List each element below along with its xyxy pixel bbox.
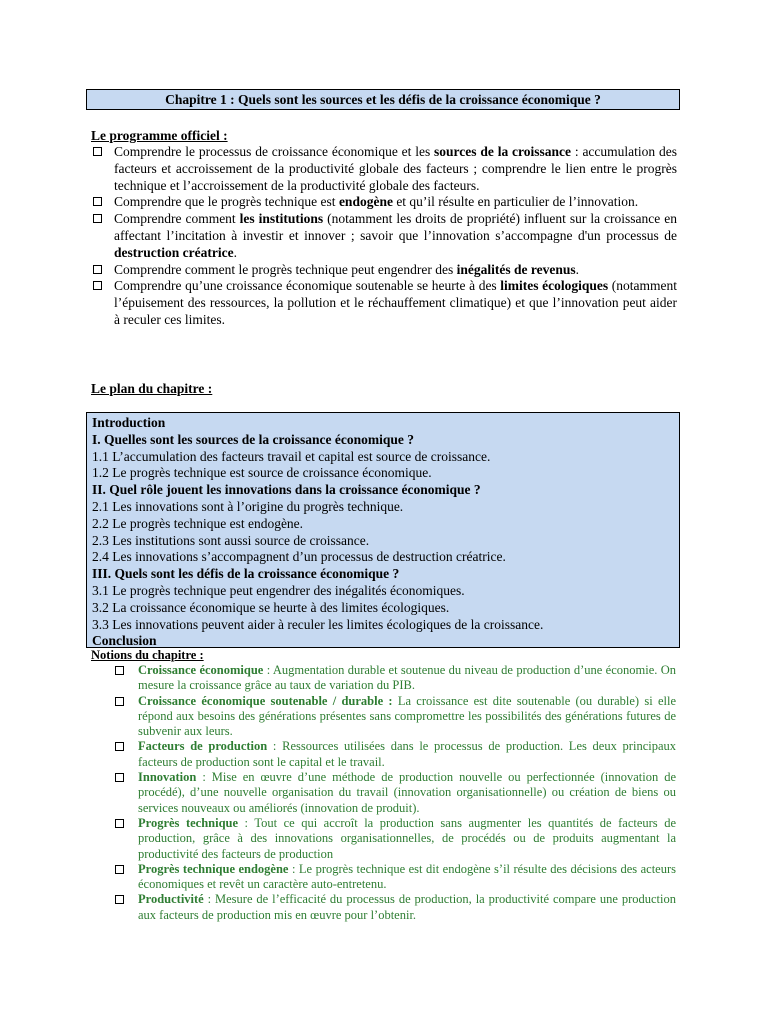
notion-definition: : Augmentation durable et soutenue du niveau de production d’une économie. On mesure la croissance grâce au taux de variation du PIB. <box>138 663 676 693</box>
checkbox-bullet-icon <box>115 773 124 782</box>
plan-subsection: 1.1 L’accumulation des facteurs travail et capital est source de croissance. <box>92 448 491 464</box>
programme-keyword: limites écologiques <box>500 278 609 294</box>
plan-section-heading: I. Quelles sont les sources de la croissance économique ? <box>92 431 414 447</box>
programme-keyword: les institutions <box>239 211 324 227</box>
checkbox-bullet-icon <box>93 265 102 274</box>
notion-definition: : Tout ce qui accroît la production sans augmenter les quantités de facteurs de production, grâce à des innovations organisationnelles, de procédés ou de produits augmentant la productivité des facteurs de production <box>138 815 676 861</box>
plan-subsection: 1.2 Le progrès technique est source de croissance économique. <box>92 465 432 481</box>
programme-item <box>91 262 677 279</box>
notion-term: Progrès technique endogène <box>138 861 289 876</box>
programme-keyword: endogène <box>338 194 393 210</box>
checkbox-bullet-icon <box>93 281 102 290</box>
programme-text: (notamment les droits de propriété) influent sur la croissance en affectant l’incitation à investir et innover ; savoir que l’innovation s’accompagne d'un processus de <box>114 211 677 243</box>
notion-definition: : Mise en œuvre d’une méthode de production nouvelle ou perfectionnée (innovation de procédé), d’une nouvelle organisation du travail (innovation organisationnelle) ou création de biens ou services nouveaux ou améliorés (innovation de produit). <box>138 770 676 815</box>
notion-term: Productivité <box>138 892 204 907</box>
notion-item <box>115 663 676 694</box>
programme-keyword: inégalités de revenus <box>456 261 576 277</box>
notion-item <box>115 694 676 740</box>
plan-section-heading: II. Quel rôle jouent les innovations dans la croissance économique ? <box>92 482 481 498</box>
checkbox-bullet-icon <box>93 147 102 156</box>
plan-subsection: 2.2 Le progrès technique est endogène. <box>92 515 304 531</box>
notion-item <box>115 816 676 862</box>
programme-item <box>91 194 677 211</box>
checkbox-bullet-icon <box>115 697 124 706</box>
programme-item <box>91 278 677 328</box>
checkbox-bullet-icon <box>115 895 124 904</box>
checkbox-bullet-icon <box>115 865 124 874</box>
checkbox-bullet-icon <box>115 819 124 828</box>
plan-section-heading: Introduction <box>92 415 166 430</box>
checkbox-bullet-icon <box>115 742 124 751</box>
checkbox-bullet-icon <box>93 214 102 223</box>
notion-item <box>115 739 676 770</box>
plan-box <box>86 412 680 648</box>
notion-term: Innovation <box>138 770 197 785</box>
plan-section-heading: III. Quels sont les défis de la croissance économique ? <box>92 566 400 582</box>
plan-section-heading: Conclusion <box>92 633 157 649</box>
notions-heading: Notions du chapitre : <box>91 648 204 662</box>
programme-item <box>91 211 677 261</box>
programme-text: : accumulation des facteurs et accroissement de la productivité globale des facteurs ; comprendre le lien entre le progrès technique et l’accroissement de la productivité globale des facteurs. <box>114 144 677 193</box>
programme-keyword: destruction créatrice <box>114 244 234 260</box>
programme-text: Comprendre comment <box>114 211 240 227</box>
notion-term: Croissance économique soutenable / durable : <box>138 693 393 708</box>
plan-subsection: 2.3 Les institutions sont aussi source de croissance. <box>92 532 370 548</box>
programme-text: (notamment l’épuisement des ressources, la pollution et le réchauffement climatique) et que l’innovation peut aider à reculer ces limites. <box>114 278 677 327</box>
notion-definition: : Ressources utilisées dans le processus de production. Les deux principaux facteurs de production sont le capital et le travail. <box>138 739 677 769</box>
notion-term: Facteurs de production <box>138 739 268 754</box>
programme-keyword: sources de la croissance <box>434 144 572 159</box>
plan-subsection: 3.3 Les innovations peuvent aider à reculer les limites écologiques de la croissance. <box>92 616 544 632</box>
programme-text: Comprendre comment le progrès technique peut engendrer des <box>114 261 457 277</box>
plan-heading: Le plan du chapitre : <box>91 381 213 396</box>
programme-text: . <box>233 244 237 260</box>
notion-definition: La croissance est dite soutenable (ou durable) si elle répond aux besoins des générations présentes sans compromettre les possibilités des générations futures de subvenir aux leurs. <box>138 693 677 739</box>
notion-term: Progrès technique <box>138 815 239 830</box>
plan-subsection: 3.2 La croissance économique se heurte à des limites écologiques. <box>92 599 450 615</box>
programme-heading: Le programme officiel : <box>91 128 228 143</box>
notion-term: Croissance économique <box>138 663 264 677</box>
programme-list <box>91 144 677 329</box>
plan-subsection: 2.1 Les innovations sont à l’origine du progrès technique. <box>92 498 404 514</box>
programme-item <box>91 144 677 194</box>
chapter-title: Chapitre 1 : Quels sont les sources et les défis de la croissance économique ? <box>86 89 680 110</box>
checkbox-bullet-icon <box>93 197 102 206</box>
programme-text: Comprendre qu’une croissance économique soutenable se heurte à des <box>114 278 501 294</box>
notion-definition: : Mesure de l’efficacité du processus de production, la productivité compare une production aux facteurs de production mis en œuvre pour l’obtenir. <box>138 892 676 922</box>
notions-list <box>115 663 676 923</box>
plan-subsection: 2.4 Les innovations s’accompagnent d’un processus de destruction créatrice. <box>92 549 506 565</box>
programme-text: Comprendre le processus de croissance économique et les <box>114 144 435 159</box>
notion-item <box>115 892 676 923</box>
programme-text: Comprendre que le progrès technique est <box>114 194 339 210</box>
checkbox-bullet-icon <box>115 666 124 675</box>
plan-subsection: 3.1 Le progrès technique peut engendrer des inégalités économiques. <box>92 582 465 598</box>
programme-text: . <box>575 261 580 277</box>
notion-item <box>115 862 676 893</box>
notion-item <box>115 770 676 816</box>
programme-text: et qu’il résulte en particulier de l’innovation. <box>392 194 639 210</box>
notion-definition: : Le progrès technique est dit endogène s’il résulte des décisions des acteurs économiques et revêt un caractère auto-entretenu. <box>138 861 676 892</box>
